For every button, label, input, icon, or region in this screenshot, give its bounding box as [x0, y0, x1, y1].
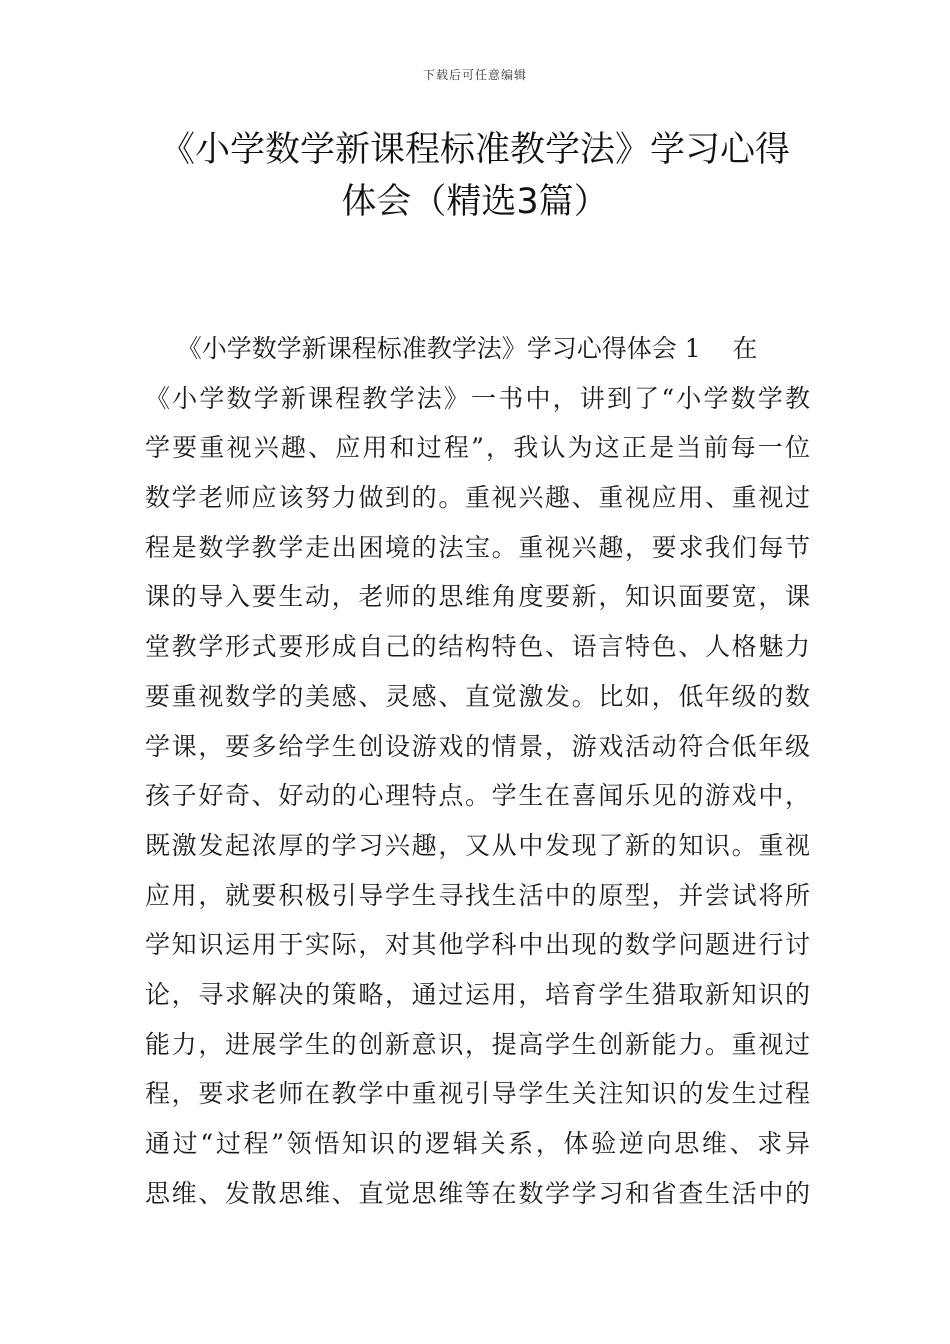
body-line: 应用，就要积极引导学生寻找生活中的原型，并尝试将所 — [145, 880, 810, 910]
body-line: 程，要求老师在教学中重视引导学生关注知识的发生过程 — [145, 1079, 810, 1109]
body-line: 通过“过程”领悟知识的逻辑关系，体验逆向思维、求异 — [145, 1129, 810, 1158]
body-line: 思维、发散思维、直觉思维等在数学学习和省查生活中的 — [145, 1178, 810, 1208]
body-line: 学要重视兴趣、应用和过程”，我认为这正是当前每一位 — [145, 433, 810, 463]
body-line: 《小学数学新课程标准教学法》学习心得体会 1 在 — [145, 334, 758, 363]
header-note: 下载后可任意编辑 — [422, 68, 527, 82]
body-line: 《小学数学新课程教学法》一书中，讲到了“小学数学教 — [145, 383, 810, 413]
body-line: 课的导入要生动，老师的思维角度要新，知识面要宽，课 — [145, 582, 810, 612]
body-line: 程是数学教学走出困境的法宝。重视兴趣，要求我们每节 — [145, 532, 810, 562]
body-line: 数学老师应该努力做到的。重视兴趣、重视应用、重视过 — [145, 483, 810, 513]
title-line-2: 体会（精选3篇） — [341, 182, 609, 222]
title-line-1: 《小学数学新课程标准教学法》学习心得 — [159, 130, 790, 170]
body-line: 学课，要多给学生创设游戏的情景，游戏活动符合低年级 — [145, 731, 810, 761]
body-line: 既激发起浓厚的学习兴趣，又从中发现了新的知识。重视 — [145, 830, 810, 860]
body-line: 能力，进展学生的创新意识，提高学生创新能力。重视过 — [145, 1029, 810, 1059]
body-line: 孩子好奇、好动的心理特点。学生在喜闻乐见的游戏中， — [145, 781, 810, 811]
body-text — [145, 324, 810, 1218]
body-line: 论，寻求解决的策略，通过运用，培育学生猎取新知识的 — [145, 979, 810, 1009]
body-line: 堂教学形式要形成自己的结构特色、语言特色、人格魅力 — [145, 632, 810, 662]
document-title — [100, 124, 850, 228]
body-line: 学知识运用于实际，对其他学科中出现的数学问题进行讨 — [145, 930, 810, 960]
body-line: 要重视数学的美感、灵感、直觉激发。比如，低年级的数 — [145, 681, 810, 711]
